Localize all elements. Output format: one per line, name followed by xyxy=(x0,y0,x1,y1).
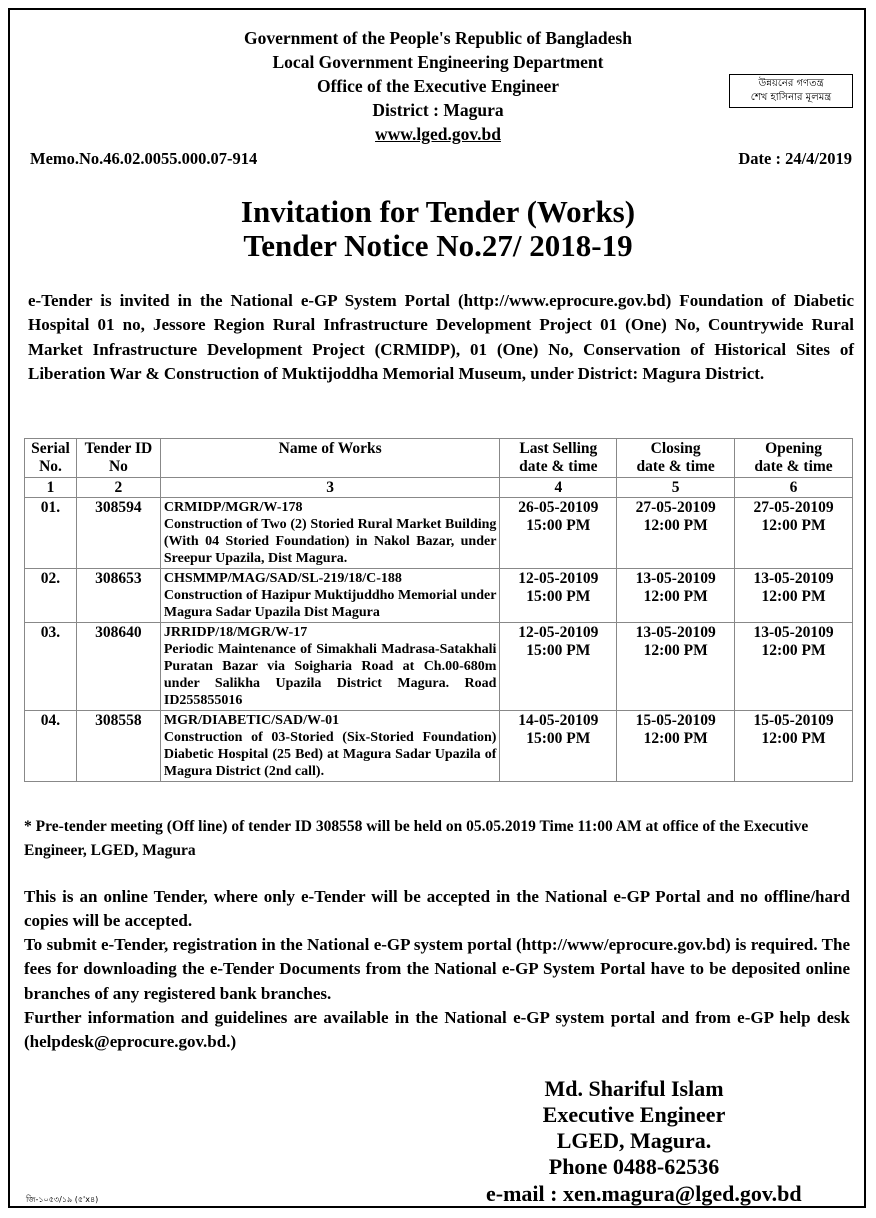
closing-cell-text: 12:00 PM xyxy=(643,588,708,605)
header-department: Local Government Engineering Department xyxy=(272,52,604,72)
signatory-name: Md. Shariful Islam xyxy=(544,1076,724,1101)
column-header-6 xyxy=(735,439,853,478)
table-row xyxy=(25,498,853,569)
pre-tender-note: * Pre-tender meeting (Off line) of tender ID 308558 will be held on 05.05.2019 Time 11:00 AM at office of the Executive Engineer, LGED, Magura xyxy=(24,818,809,859)
registration-paragraph: To submit e-Tender, registration in the National e-GP system portal (http://www/eprocure.gov.bd) is required. The fees for downloading the e-Tender Documents from the National e-GP System Portal have to be deposited online branches of any registered bank branches. xyxy=(24,935,850,1003)
work-name-cell-text: MGR/DIABETIC/SAD/W-01 xyxy=(163,713,340,728)
work-name-cell-text: Construction of Hazipur Muktijuddho Memorial under Magura Sadar Upazila Dist Magura xyxy=(163,588,497,620)
work-name-cell xyxy=(160,498,500,569)
column-number: 1 xyxy=(25,478,77,498)
column-number: 2 xyxy=(76,478,160,498)
closing-cell-text: 12:00 PM xyxy=(643,517,708,534)
table-header-row xyxy=(25,439,853,478)
column-header-line: date & time xyxy=(636,458,715,475)
serial-cell xyxy=(25,498,77,569)
last-selling-cell-text: 15:00 PM xyxy=(526,588,591,605)
serial-cell xyxy=(25,711,77,782)
table-row xyxy=(25,569,853,623)
serial-cell-text: 03. xyxy=(40,624,61,641)
closing-cell-text: 13-05-20109 xyxy=(635,570,716,587)
opening-cell-text: 12:00 PM xyxy=(761,642,826,659)
column-number-row xyxy=(25,478,853,498)
work-name-cell xyxy=(160,711,500,782)
tender-id-cell-text: 308594 xyxy=(95,499,142,516)
opening-cell xyxy=(735,711,853,782)
column-number: 4 xyxy=(500,478,617,498)
opening-cell xyxy=(735,623,853,711)
serial-cell xyxy=(25,569,77,623)
opening-cell-text: 27-05-20109 xyxy=(753,499,834,516)
signatory-phone: Phone 0488-62536 xyxy=(548,1154,720,1179)
header-website[interactable] xyxy=(0,122,876,146)
memo-number: Memo.No.46.02.0055.000.07-914 xyxy=(30,149,258,168)
slogan-line-2: শেখ হাসিনার মূলমন্ত্র xyxy=(750,92,832,103)
closing-cell-text: 12:00 PM xyxy=(643,642,708,659)
table-row xyxy=(25,711,853,782)
column-header-2 xyxy=(76,439,160,478)
column-header-4 xyxy=(500,439,617,478)
last-selling-cell xyxy=(500,711,617,782)
column-header-line: Closing xyxy=(650,440,701,457)
column-header-1 xyxy=(25,439,77,478)
last-selling-cell-text: 15:00 PM xyxy=(526,730,591,747)
last-selling-cell xyxy=(500,569,617,623)
helpdesk-paragraph: Further information and guidelines are available in the National e-GP system portal and from e-GP help desk (helpdesk@eprocure.gov.bd.) xyxy=(24,1008,850,1052)
serial-cell-text: 01. xyxy=(40,499,61,516)
serial-cell xyxy=(25,623,77,711)
closing-cell xyxy=(617,498,735,569)
work-name-cell-text: Construction of 03-Storied (Six-Storied Foundation) Diabetic Hospital (25 Bed) at Magura Sadar Upazila of Magura District (2nd call). xyxy=(163,730,497,779)
serial-cell-text: 02. xyxy=(40,570,61,587)
signatory-office: LGED, Magura. xyxy=(556,1128,712,1153)
work-name-cell-text: Periodic Maintenance of Simakhali Madrasa-Satakhali Puratan Bazar via Soigharia Road at Ch.00-680m under Salikha Upazila District Magura. Road ID255855016 xyxy=(163,642,497,708)
column-header-line: Last Selling xyxy=(519,440,598,457)
column-header-line: Serial xyxy=(31,440,70,457)
footer-code: জি-১০৫৩/১৯ (৫'x৪) xyxy=(26,1195,99,1204)
column-header-line: Opening xyxy=(765,440,822,457)
last-selling-cell xyxy=(500,498,617,569)
column-header-5 xyxy=(617,439,735,478)
column-header-line: date & time xyxy=(519,458,598,475)
opening-cell-text: 12:00 PM xyxy=(761,588,826,605)
column-header-line: Name of Works xyxy=(278,440,382,457)
closing-cell-text: 12:00 PM xyxy=(643,730,708,747)
last-selling-cell-text: 12-05-20109 xyxy=(518,624,599,641)
tender-id-cell xyxy=(76,711,160,782)
last-selling-cell xyxy=(500,623,617,711)
closing-cell xyxy=(617,623,735,711)
column-header-3 xyxy=(160,439,500,478)
column-number: 5 xyxy=(617,478,735,498)
last-selling-cell-text: 12-05-20109 xyxy=(518,570,599,587)
last-selling-cell-text: 15:00 PM xyxy=(526,517,591,534)
tender-table xyxy=(24,438,853,782)
tender-id-cell xyxy=(76,569,160,623)
table-row xyxy=(25,623,853,711)
opening-cell-text: 13-05-20109 xyxy=(753,624,834,641)
tender-id-cell xyxy=(76,623,160,711)
closing-cell-text: 27-05-20109 xyxy=(635,499,716,516)
opening-cell-text: 13-05-20109 xyxy=(753,570,834,587)
slogan-line-1: উন্নয়নের গণতন্ত্র xyxy=(758,78,824,89)
notice-subtitle: Tender Notice No.27/ 2018-19 xyxy=(243,228,633,263)
opening-cell-text: 12:00 PM xyxy=(761,730,826,747)
tender-id-cell-text: 308640 xyxy=(95,624,142,641)
column-header-line: No. xyxy=(39,458,62,475)
work-name-cell-text: Construction of Two (2) Storied Rural Market Building (With 04 Storied Foundation) in Nakol Bazar, under Sreepur Upazila, Dist Magura. xyxy=(163,517,497,566)
header-office: Office of the Executive Engineer xyxy=(316,76,560,96)
opening-cell-text: 15-05-20109 xyxy=(753,712,834,729)
column-header-line: Tender ID xyxy=(84,440,153,457)
opening-cell-text: 12:00 PM xyxy=(761,517,826,534)
column-number: 6 xyxy=(735,478,853,498)
tender-id-cell-text: 308653 xyxy=(95,570,142,587)
slogan-box xyxy=(729,74,853,108)
notice-date: Date : 24/4/2019 xyxy=(738,149,852,168)
opening-cell xyxy=(735,569,853,623)
header-government: Government of the People's Republic of Bangladesh xyxy=(244,28,632,48)
work-name-cell-text: CHSMMP/MAG/SAD/SL-219/18/C-188 xyxy=(163,571,402,586)
last-selling-cell-text: 14-05-20109 xyxy=(518,712,599,729)
column-header-line: No xyxy=(108,458,128,475)
serial-cell-text: 04. xyxy=(40,712,61,729)
work-name-cell xyxy=(160,623,500,711)
notice-title: Invitation for Tender (Works) xyxy=(240,194,636,229)
opening-cell xyxy=(735,498,853,569)
intro-paragraph: e-Tender is invited in the National e-GP System Portal (http://www.eprocure.gov.bd) Foundation of Diabetic Hospital 01 no, Jessore Region Rural Infrastructure Development Project 01 (One) No, Countrywide Rural Market Infrastructure Development Project (CRMIDP), 01 (One) No, Conservation of Historical Sites of Liberation War & Construction of Muktijoddha Memorial Museum, under District: Magura District. xyxy=(28,291,854,383)
column-header-line: date & time xyxy=(754,458,833,475)
website-link[interactable]: www.lged.gov.bd xyxy=(375,124,501,144)
closing-cell xyxy=(617,569,735,623)
signatory-email: e-mail : xen.magura@lged.gov.bd xyxy=(486,1181,802,1206)
signatory-designation: Executive Engineer xyxy=(542,1102,726,1127)
work-name-cell-text: CRMIDP/MGR/W-178 xyxy=(163,500,303,515)
online-tender-paragraph: This is an online Tender, where only e-Tender will be accepted in the National e-GP Portal and no offline/hard copies will be accepted. xyxy=(24,887,850,931)
last-selling-cell-text: 26-05-20109 xyxy=(518,499,599,516)
tender-id-cell xyxy=(76,498,160,569)
last-selling-cell-text: 15:00 PM xyxy=(526,642,591,659)
work-name-cell xyxy=(160,569,500,623)
column-number: 3 xyxy=(160,478,500,498)
tender-id-cell-text: 308558 xyxy=(95,712,142,729)
closing-cell-text: 13-05-20109 xyxy=(635,624,716,641)
closing-cell-text: 15-05-20109 xyxy=(635,712,716,729)
work-name-cell-text: JRRIDP/18/MGR/W-17 xyxy=(163,625,308,640)
header-district: District : Magura xyxy=(372,100,504,120)
closing-cell xyxy=(617,711,735,782)
